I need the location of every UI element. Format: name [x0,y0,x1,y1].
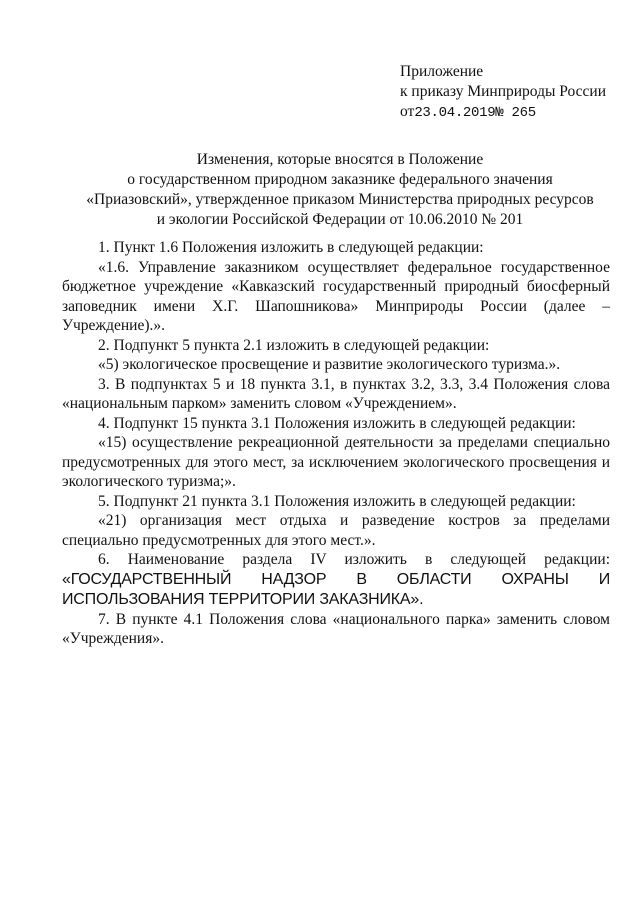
appendix-date: 23.04.2019 [414,105,496,121]
item-5-text: «21) организация мест отдыха и разведение костров за пределами специально предусмотренных для этого мест.». [62,512,610,549]
item-2: 2. Подпункт 5 пункта 2.1 изложить в следующей редакции: [98,336,490,354]
item-4-text: «15) осуществление рекреационной деятельности за пределами специально предусмотренных для этого мест, за исключением экологического просвещения и экологического туризма;». [62,434,610,490]
appendix-header [400,62,606,123]
appendix-date-prefix: от [400,103,415,120]
title-line-2: о государственном природном заказнике федерального значения [127,171,553,188]
item-5: 5. Подпункт 21 пункта 3.1 Положения изложить в следующей редакции: [98,492,576,510]
appendix-title: Приложение [400,63,484,80]
item-6: 6. Наименование раздела IV изложить в следующей редакции: [98,551,610,568]
appendix-date-line [400,102,606,123]
document-body [62,238,610,649]
item-1-text: «1.6. Управление заказником осуществляет федеральное государственное бюджетное учреждение «Кавказский государственный природный биосферный заповедник имени Х.Г. Шапошникова» Минприроды России (далее – Учреждение).». [62,258,610,334]
item-4: 4. Подпункт 15 пункта 3.1 Положения изложить в следующей редакции: [98,414,576,432]
appendix-number: № 265 [495,105,536,121]
appendix-order-ref: к приказу Минприроды России [400,83,607,100]
item-2-text: «5) экологическое просвещение и развитие экологического туризма.». [98,356,561,373]
item-1: 1. Пункт 1.6 Положения изложить в следующей редакции: [98,239,484,256]
title-line-3: «Приазовский», утвержденное приказом Министерства природных ресурсов [86,191,594,208]
item-3: 3. В подпунктах 5 и 18 пункта 3.1, в пунктах 3.2, 3.3, 3.4 Положения слова «национальным парком» заменить словом «Учреждением». [62,375,610,412]
item-7: 7. В пункте 4.1 Положения слова «национального парка» заменить словом «Учреждения». [62,610,610,647]
item-6-text: «ГОСУДАРСТВЕННЫЙ НАДЗОР В ОБЛАСТИ ОХРАНЫ И ИСПОЛЬЗОВАНИЯ ТЕРРИТОРИИ ЗАКАЗНИКА». [62,570,610,608]
document-title [70,150,610,230]
title-line-1: Изменения, которые вносятся в Положение [196,151,484,168]
title-line-4: и экологии Российской Федерации от 10.06.2010 № 201 [156,211,524,228]
